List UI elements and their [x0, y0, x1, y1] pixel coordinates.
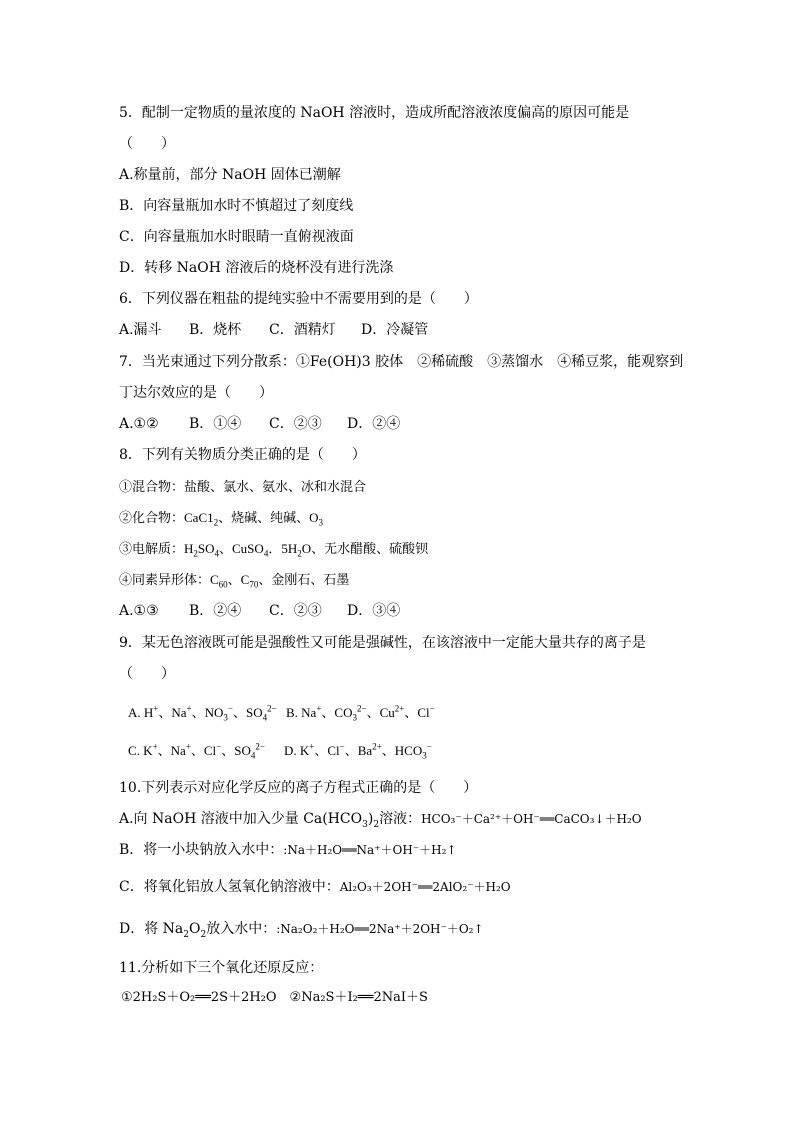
- q8-option-b: B．②④: [189, 603, 242, 619]
- q11-stem: 11.分析如下三个氧化还原反应：: [119, 960, 324, 976]
- q9-d-sup2: −: [339, 741, 345, 752]
- q9-option-c: [128, 742, 284, 760]
- q8-item-3: [119, 540, 428, 558]
- q8-item3-b: SO: [197, 541, 215, 556]
- q10-a-text3: 溶液：: [379, 811, 422, 827]
- q8-item2-a: ②化合物：CaC1: [119, 510, 214, 525]
- q10-c-text: C．将氧化铝放人氢氧化钠溶液中：: [119, 879, 340, 895]
- q8-item4-b: 、C: [227, 572, 250, 587]
- q9-b-t2: 、Cu: [366, 705, 395, 720]
- q9-c-sup4: 2−: [255, 741, 265, 752]
- q9-b-t3: 、Cl: [404, 705, 430, 720]
- q10-stem: 10.下列表示对应化学反应的离子方程式正确的是（ ）: [119, 780, 478, 796]
- q8-item4-c: 、金刚石、石墨: [258, 572, 350, 587]
- q8-item2-b: 、烧碱、纯碱、O: [218, 510, 319, 525]
- q9-d-label: D. K: [284, 743, 310, 758]
- q9-a-t2: 、NO: [191, 705, 224, 720]
- q9-d-sub3: 3: [422, 750, 427, 761]
- q10-d-equation: :Na₂O₂＋H₂O══2Na⁺＋2OH⁻＋O₂↑: [276, 922, 484, 936]
- q9-a-sub4: 4: [262, 712, 268, 723]
- q9-option-b: [286, 703, 435, 723]
- q9-d-sup3: 2+: [372, 741, 382, 752]
- q8-item-2: [119, 509, 323, 527]
- q5-option-a: A.称量前，部分 NaOH 固体已潮解: [119, 167, 341, 183]
- q9-b-label: B. Na: [286, 705, 317, 720]
- q10-d-text: D．将 Na: [119, 921, 184, 937]
- q9-c-t2: 、Cl: [190, 743, 217, 758]
- q8-item3-e: O、无水醋酸、硫酸钡: [301, 541, 429, 556]
- q9-d-t3: 、HCO: [381, 743, 423, 758]
- q8-item3-c: 、CuSO: [219, 541, 264, 556]
- q7-option-c: C．②③: [269, 416, 322, 432]
- q9-a-sup4: 2−: [267, 703, 277, 714]
- q8-item-1: ①混合物：盐酸、氯水、氨水、冰和水混合: [119, 479, 367, 494]
- q5-option-d: D．转移 NaOH 溶液后的烧杯没有进行洗涤: [119, 260, 394, 276]
- q10-d-sub: 2: [183, 929, 190, 940]
- q9-c-sup2: +: [185, 741, 191, 752]
- q9-d-t1: 、Cl: [314, 743, 340, 758]
- q8-option-d: D．③④: [347, 603, 401, 619]
- q11-equations: ①2H₂S＋O₂══2S＋2H₂O ②Na₂S＋I₂══2NaI＋S: [121, 990, 428, 1005]
- q10-d-text3: 放入水中：: [206, 921, 277, 937]
- q8-item2-sub: 2: [213, 517, 219, 528]
- q10-option-b: [119, 841, 457, 859]
- q9-b-sup1: +: [316, 703, 322, 714]
- q9-c-sub4: 4: [250, 750, 256, 761]
- q6-option-c: C．酒精灯: [269, 322, 336, 338]
- q9-a-sup1: +: [153, 703, 159, 714]
- q8-item4-a: ④同素异形体：C: [119, 572, 219, 587]
- q9-a-sup2: +: [186, 703, 192, 714]
- q10-a-sub: 3: [362, 819, 368, 830]
- q7-stem-cont: 丁达尔效应的是（ ）: [119, 385, 273, 401]
- q8-option-a: A.①③: [119, 603, 159, 619]
- q9-answer-blank: （ ）: [119, 666, 175, 682]
- q9-b-sup2: 2−: [356, 703, 367, 714]
- q10-b-equation: :Na＋H₂O══Na⁺＋OH⁻＋H₂↑: [283, 843, 457, 857]
- q8-item-4: [119, 571, 349, 589]
- q9-option-row-2: [128, 742, 432, 760]
- q8-item3-s1: 2: [193, 548, 198, 559]
- q9-c-t3: 、SO: [221, 743, 251, 758]
- q9-b-sup3: 2+: [394, 703, 405, 714]
- q9-a-sub3: 3: [223, 712, 228, 723]
- q7-options: [119, 415, 400, 433]
- q6-option-b: B．烧杯: [189, 322, 242, 338]
- q9-c-label: C. K: [128, 743, 153, 758]
- q10-a-text: A.向 NaOH 溶液中加入少量 Ca(HCO: [119, 811, 363, 827]
- q8-item3-s2: 4: [214, 548, 220, 559]
- q5-answer-blank: （ ）: [119, 136, 175, 152]
- q9-b-sub3: 3: [352, 712, 357, 723]
- q10-a-text2: ): [367, 811, 374, 827]
- q9-stem: 9．某无色溶液既可能是强酸性又可能是强碱性，在该溶液中一定能大量共存的离子是: [119, 635, 646, 651]
- q9-d-t2: 、Ba: [344, 743, 373, 758]
- q8-options: [119, 602, 400, 620]
- q8-stem: 8．下列有关物质分类正确的是（ ）: [119, 447, 366, 463]
- q9-b-t1: 、CO: [321, 705, 353, 720]
- q10-b-text: B．将一小块钠放入水中：: [119, 842, 284, 858]
- q9-option-d: [284, 741, 432, 761]
- q9-a-t3: 、SO: [232, 705, 263, 720]
- q9-d-sup4: −: [426, 741, 432, 752]
- q7-stem: 7．当光束通过下列分散系：①Fe(OH)3 胶体 ②稀硫酸 ③蒸馏水 ④稀豆浆，能观察到: [119, 354, 684, 370]
- q10-option-d: [119, 920, 484, 938]
- q7-option-b: B．①④: [189, 416, 242, 432]
- q10-option-c: [119, 878, 511, 896]
- q6-stem: 6．下列仪器在粗盐的提纯实验中不需要用到的是（ ）: [119, 291, 478, 307]
- q9-d-sup1: +: [309, 741, 315, 752]
- q9-a-sup3: −: [227, 703, 233, 714]
- q9-option-a: [128, 704, 286, 722]
- q6-option-a: A.漏斗: [119, 322, 162, 338]
- q6-option-d: D．冷凝管: [361, 322, 429, 338]
- q7-option-a: A.①②: [119, 416, 159, 432]
- q8-item3-s4: 2: [297, 548, 302, 559]
- q8-item3-a: ③电解质：H: [119, 541, 194, 556]
- q6-options: [119, 321, 428, 339]
- q5-option-b: B．向容量瓶加水时不慎超过了刻度线: [119, 198, 354, 214]
- q10-a-sub2: 2: [373, 819, 380, 830]
- q10-a-equation: HCO₃⁻＋Ca²⁺＋OH⁻══CaCO₃↓＋H₂O: [421, 812, 642, 826]
- q10-c-equation: Al₂O₃＋2OH⁻══2AlO₂⁻＋H₂O: [339, 880, 511, 894]
- q8-item4-s2: 70: [249, 579, 259, 590]
- q9-a-t1: 、Na: [158, 705, 187, 720]
- q5-option-c: C．向容量瓶加水时眼睛一直俯视液面: [119, 229, 354, 245]
- q9-c-t1: 、Na: [157, 743, 186, 758]
- q8-item4-s1: 60: [218, 579, 228, 590]
- q9-option-row-1: [128, 704, 435, 722]
- q10-d-text2: O: [189, 921, 201, 937]
- q8-option-c: C．②③: [269, 603, 322, 619]
- q8-item2-sub2: 3: [318, 517, 324, 528]
- q8-item3-s3: 4: [263, 548, 269, 559]
- q8-item3-d: ．5H: [268, 541, 298, 556]
- q5-stem: 5．配制一定物质的量浓度的 NaOH 溶液时，造成所配溶液浓度偏高的原因可能是: [119, 105, 630, 121]
- q9-c-sup3: −: [216, 741, 222, 752]
- q9-c-sup1: +: [152, 741, 158, 752]
- q7-option-d: D．②④: [347, 416, 401, 432]
- q9-b-sup4: −: [429, 703, 435, 714]
- q10-d-sub2: 2: [200, 929, 207, 940]
- q10-option-a: [119, 810, 642, 828]
- q9-a-label: A. H: [128, 705, 154, 720]
